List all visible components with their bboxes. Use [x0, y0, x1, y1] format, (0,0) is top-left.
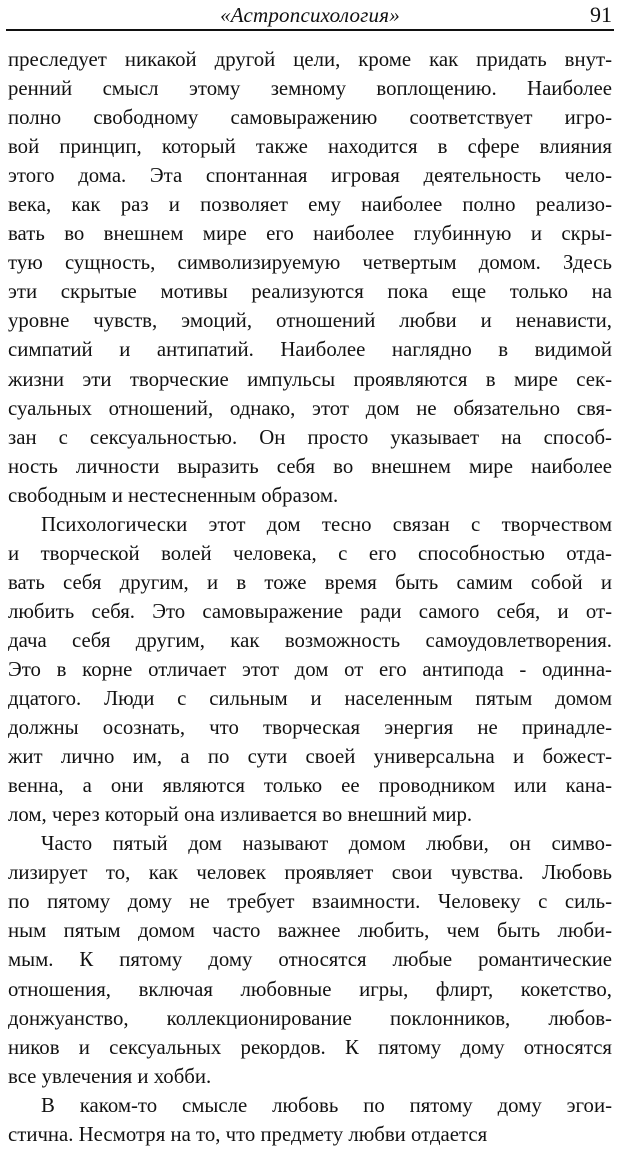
- text-line: жизни эти творческие импульсы проявляются в мире сек-: [8, 367, 612, 391]
- text-line: суальных отношений, однако, этот дом не обязательно свя-: [8, 396, 612, 420]
- text-line: этого дома. Эта спонтанная игровая деятельность чело-: [8, 164, 612, 188]
- text-line: уровне чувств, эмоций, отношений любви и ненависти,: [8, 309, 612, 333]
- header-divider: [6, 29, 614, 31]
- text-line: тую сущность, символизируемую четвертым домом. Здесь: [8, 251, 612, 275]
- text-line: ным пятым домом часто важнее любить, чем быть люби-: [8, 919, 612, 943]
- text-line: дача себя другим, как возможность самоудовлетворения.: [8, 628, 612, 652]
- text-line: В каком-то смысле любовь по пятому дому эгои-: [41, 1093, 612, 1117]
- running-header: [6, 0, 614, 30]
- book-title: «Астропсихология»: [220, 3, 400, 27]
- page-number: 91: [590, 2, 612, 27]
- page-body-text: [8, 45, 612, 1149]
- text-line: донжуанство, коллекционирование поклонников, любов-: [8, 1006, 612, 1030]
- text-line: зан с сексуальностью. Он просто указывает на способ-: [8, 425, 612, 449]
- text-line: свободным и нестесненным образом.: [8, 483, 339, 507]
- text-line: дцатого. Люди с сильным и населенным пятым домом: [8, 687, 612, 711]
- text-line: эти скрытые мотивы реализуются пока еще только на: [8, 280, 612, 304]
- text-line: Это в корне отличает этот дом от его антипода - одинна-: [8, 657, 612, 681]
- text-line: лом, через который она изливается во внешний мир.: [8, 803, 473, 827]
- text-line: ников и сексуальных рекордов. К пятому дому относятся: [8, 1035, 612, 1059]
- text-line: и творческой волей человека, с его способностью отда-: [8, 541, 612, 565]
- text-line: вать себя другим, и в тоже время быть самим собой и: [8, 570, 612, 594]
- text-line: должны осознать, что творческая энергия не принадле-: [8, 716, 612, 740]
- text-line: преследует никакой другой цели, кроме как придать внут-: [8, 48, 612, 71]
- text-line: ность личности выразить себя во внешнем мире наиболее: [8, 454, 612, 478]
- text-line: симпатий и антипатий. Наиболее наглядно в видимой: [8, 338, 612, 362]
- text-line: Часто пятый дом называют домом любви, он симво-: [41, 832, 612, 856]
- text-line: вать во внешнем мире его наиболее глубинную и скры-: [8, 222, 612, 246]
- text-line: жит лично им, а по сути своей универсальна и божест-: [8, 745, 612, 769]
- text-line: отношения, включая любовные игры, флирт, кокетство,: [8, 977, 612, 1001]
- text-line: стична. Несмотря на то, что предмету любви отдается: [8, 1122, 488, 1146]
- text-line: Психологически этот дом тесно связан с творчеством: [41, 512, 612, 536]
- text-line: по пятому дому не требует взаимности. Человеку с силь-: [8, 890, 612, 914]
- text-line: века, как раз и позволяет ему наиболее полно реализо-: [8, 193, 612, 217]
- text-line: лизирует то, как человек проявляет свои чувства. Любовь: [8, 861, 612, 885]
- text-line: венна, а они являются только ее проводником или кана-: [8, 774, 612, 798]
- text-line: ренний смысл этому земному воплощению. Наиболее: [8, 77, 612, 101]
- text-line: любить себя. Это самовыражение ради самого себя, и от-: [8, 599, 612, 623]
- text-line: все увлечения и хобби.: [8, 1064, 212, 1088]
- text-line: вой принцип, который также находится в сфере влияния: [8, 135, 612, 159]
- text-line: полно свободному самовыражению соответствует игро-: [8, 106, 612, 130]
- text-line: мым. К пятому дому относятся любые романтические: [8, 948, 612, 972]
